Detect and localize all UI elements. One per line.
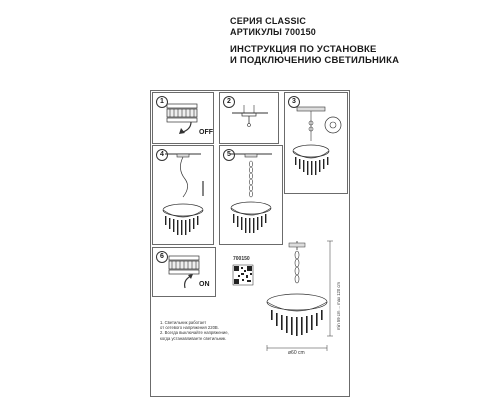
step-6-panel: [152, 247, 216, 297]
note-line: 1. Светильник работает: [160, 320, 207, 325]
ceiling-mount-illustration: [220, 93, 278, 143]
step-1-panel: [152, 92, 214, 144]
note-line: 2. Всегда выключайте напряжение,: [160, 330, 229, 336]
product-article: 700150: [233, 256, 250, 262]
note-line: от сетевого напряжения 220В.: [160, 325, 219, 331]
on-label: ON: [199, 281, 210, 288]
step-2-panel: [219, 92, 279, 144]
step-number: 2: [223, 96, 235, 108]
series-title: СЕРИЯ CLASSIC: [230, 16, 307, 26]
article-number: АРТИКУЛЫ 700150: [230, 27, 316, 37]
breaker-on-illustration: [153, 248, 215, 296]
height-dimension-label: min 59 cm ... max 120 cm: [336, 282, 341, 330]
wiring-illustration: [153, 146, 213, 244]
step-3-panel: [284, 92, 348, 194]
off-label: OFF: [199, 129, 213, 136]
note-line: когда устанавливаете светильник.: [160, 335, 227, 341]
instruction-title-line-1: ИНСТРУКЦИЯ ПО УСТАНОВКЕ: [230, 44, 377, 55]
step-number: 3: [288, 96, 300, 108]
safety-notes: [160, 320, 240, 341]
step-number: 4: [156, 149, 168, 161]
step-number: 5: [223, 149, 235, 161]
step-number: 1: [156, 96, 168, 108]
chandelier-hanging-illustration: [285, 93, 347, 193]
chain-assembly-illustration: [220, 146, 282, 244]
step-5-panel: [219, 145, 283, 245]
step-number: 6: [156, 251, 168, 263]
diameter-dimension-label: ø60 cm: [288, 350, 305, 356]
instruction-title-line-2: И ПОДКЛЮЧЕНИЮ СВЕТИЛЬНИКА: [230, 55, 400, 66]
step-4-panel: [152, 145, 214, 245]
